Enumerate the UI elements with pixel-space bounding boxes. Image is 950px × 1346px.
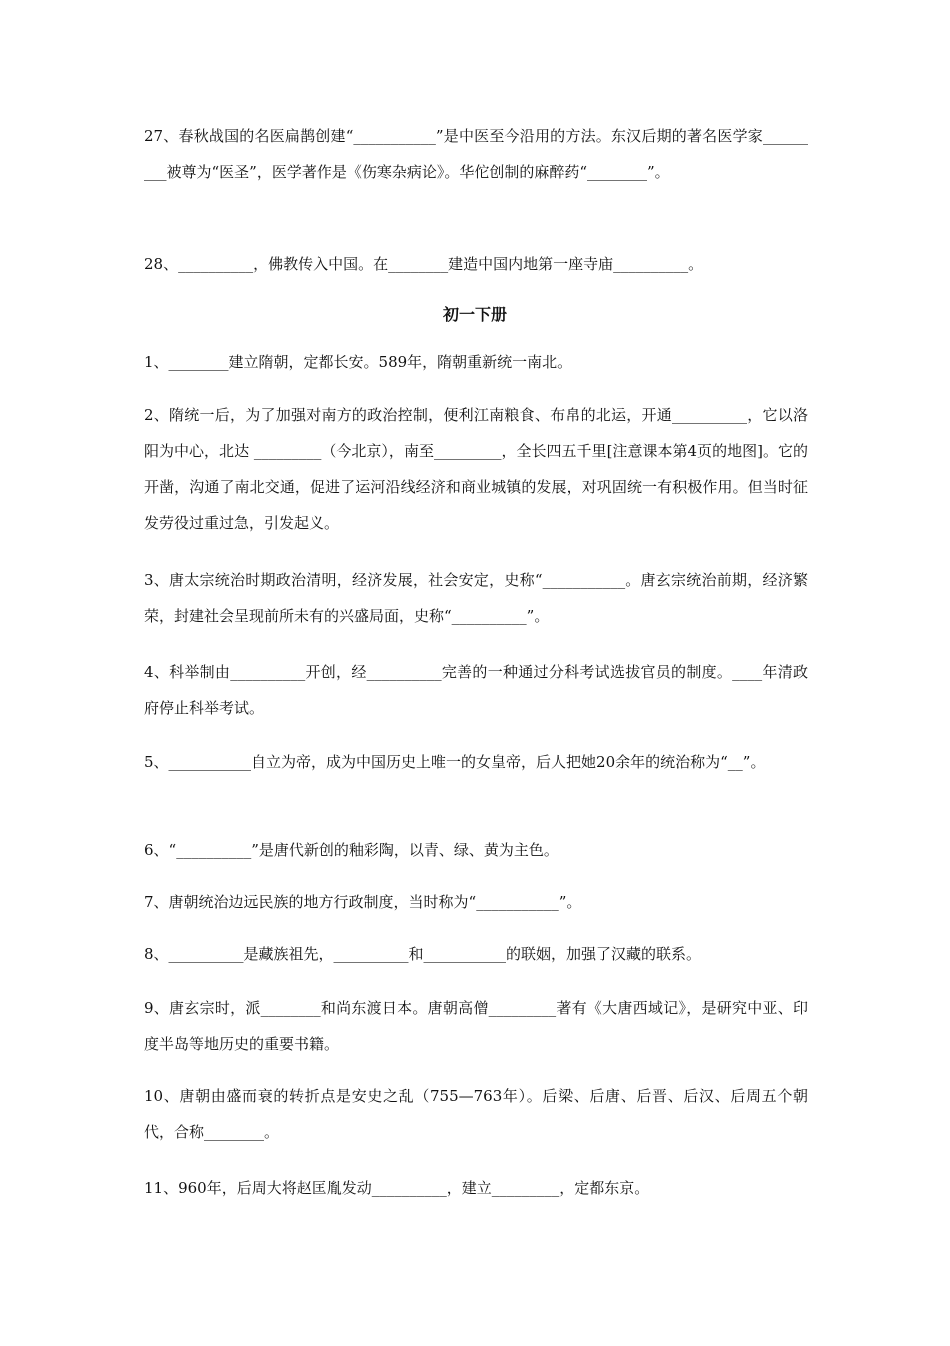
question-1: 1、________建立隋朝，定都长安。589年，隋朝重新统一南北。 <box>144 353 573 371</box>
question-27: 27、春秋战国的名医扁鹊创建“___________”是中医至今沿用的方法。东汉后期的著名医学家_________被尊为“医圣”，医学著作是《伤寒杂病论》。华佗创制的麻醉药“________”。 <box>144 127 808 181</box>
question-10: 10、唐朝由盛而衰的转折点是安史之乱（755—763年）。后梁、后唐、后晋、后汉、后周五个朝代，合称________。 <box>144 1087 808 1141</box>
question-6: 6、“__________”是唐代新创的釉彩陶，以青、绿、黄为主色。 <box>144 841 559 859</box>
question-2: 2、隋统一后，为了加强对南方的政治控制，便利江南粮食、布帛的北运，开通__________，它以洛阳为中心，北达 _________（今北京），南至_________，全长四五千里[注意课本第4页的地图]。它的开凿，沟通了南北交通，促进了运河沿线经济和商业城镇的发展，对巩固统一有积极作用。但当时征发劳役过重过急，引发起义。 <box>144 406 808 532</box>
question-7: 7、唐朝统治边远民族的地方行政制度，当时称为“___________”。 <box>144 893 582 911</box>
question-8: 8、__________是藏族祖先，__________和___________的联姻，加强了汉藏的联系。 <box>144 945 702 963</box>
question-5: 5、___________自立为帝，成为中国历史上唯一的女皇帝，后人把她20余年的统治称为“__”。 <box>144 753 766 771</box>
question-9: 9、唐玄宗时，派________和尚东渡日本。唐朝高僧_________著有《大唐西域记》，是研究中亚、印度半岛等地历史的重要书籍。 <box>144 999 808 1053</box>
question-3: 3、唐太宗统治时期政治清明，经济发展，社会安定，史称“___________。唐玄宗统治前期，经济繁荣，封建社会呈现前所未有的兴盛局面，史称“__________”。 <box>144 571 808 625</box>
section-heading: 初一下册 <box>442 305 507 324</box>
question-28: 28、__________，佛教传入中国。在________建造中国内地第一座寺庙__________。 <box>144 255 704 273</box>
question-4: 4、科举制由__________开创，经__________完善的一种通过分科考试选拔官员的制度。____年清政府停止科举考试。 <box>144 663 808 717</box>
question-11: 11、960年，后周大将赵匡胤发动__________，建立_________，定都东京。 <box>144 1179 650 1197</box>
